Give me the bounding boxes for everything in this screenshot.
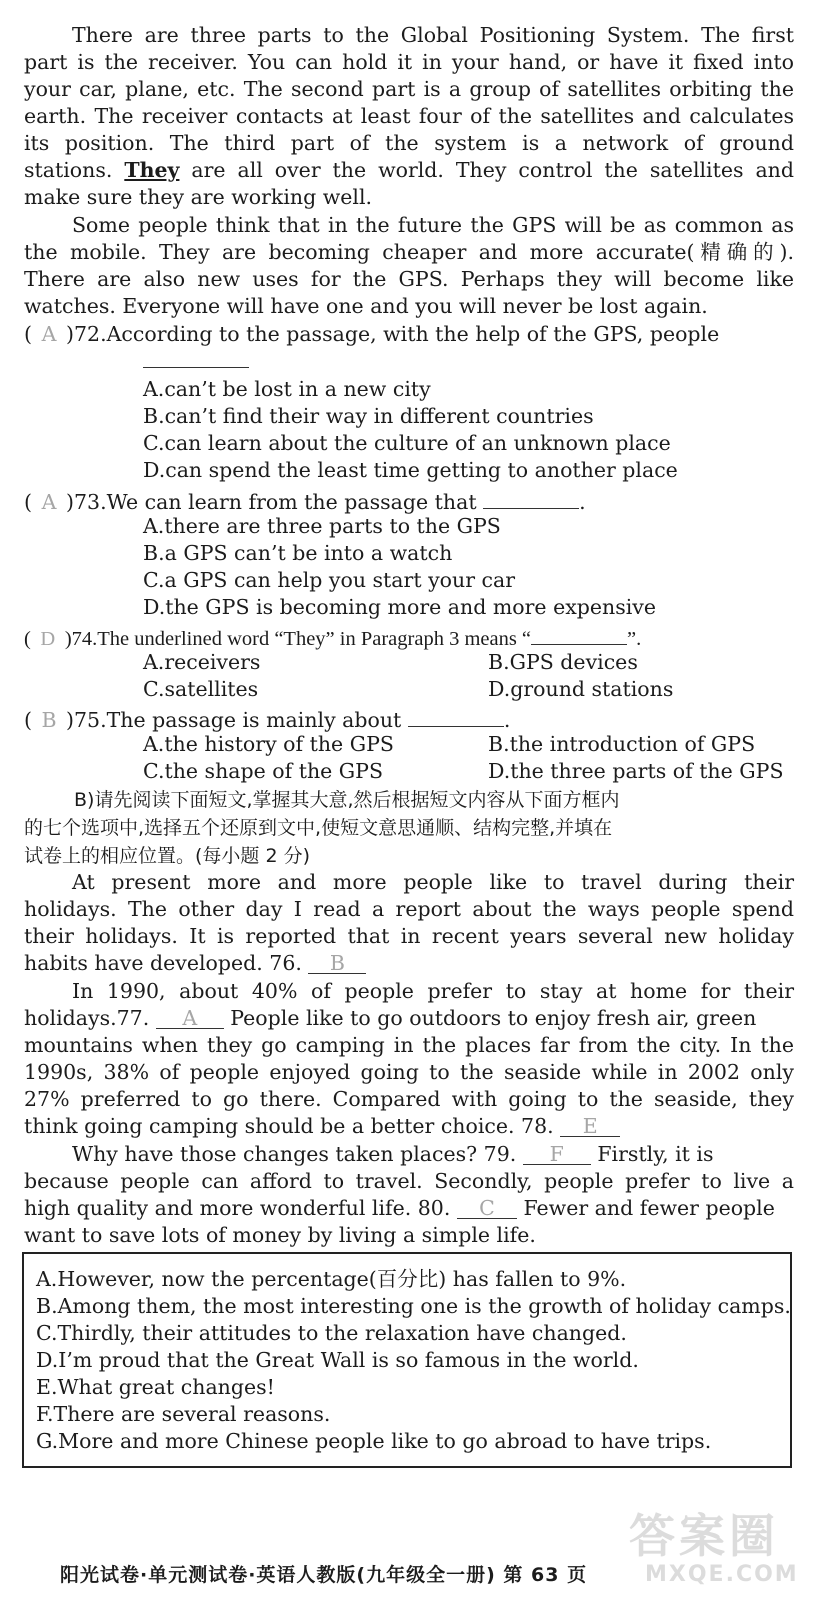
answer-mark: A <box>41 490 57 514</box>
answer-blank <box>408 704 504 727</box>
blank-76: B <box>308 951 366 974</box>
option: B.GPS devices <box>488 650 638 674</box>
passage-line: holidays. The other day I read a report about the ways people spend <box>24 897 794 921</box>
options-box <box>22 1252 792 1468</box>
answer-blank <box>143 367 249 368</box>
answer-mark: B <box>41 708 57 732</box>
box-option: F.There are several reasons. <box>36 1402 331 1426</box>
box-option: D.I’m proud that the Great Wall is so famous in the world. <box>36 1348 639 1372</box>
question-stem: )74.The underlined word “They” in Paragraph 3 means “ <box>64 628 532 650</box>
passage-text: think going camping should be a better choice. 78. <box>24 1114 554 1138</box>
answer-blank <box>483 486 579 509</box>
option: C.the shape of the GPS <box>143 759 384 783</box>
passage-line: make sure they are working well. <box>24 185 373 209</box>
option: A.can’t be lost in a new city <box>143 377 431 401</box>
passage-line: part is the receiver. You can hold it in your hand, or have it fixed into <box>24 50 794 74</box>
box-option: B.Among them, the most interesting one is the growth of holiday camps. <box>36 1294 791 1318</box>
passage-line <box>24 950 366 977</box>
section-b-instructions: 试卷上的相应位置。(每小题 2 分) <box>24 845 310 867</box>
watermark-logo <box>599 1496 809 1596</box>
section-b-instructions: B)请先阅读下面短文,掌握其大意,然后根据短文内容从下面方框内 <box>74 789 620 811</box>
passage-line: 1990s, 38% of people enjoyed going to the seaside while in 2002 only <box>24 1060 794 1084</box>
passage-text: stations. <box>24 158 113 182</box>
passage-text: People like to go outdoors to enjoy fresh air, green <box>230 1006 757 1030</box>
passage-text: high quality and more wonderful life. 80. <box>24 1196 451 1220</box>
watermark-url: MXQE.COM <box>645 1562 799 1587</box>
option: C.can learn about the culture of an unknown place <box>143 431 671 455</box>
passage-line: At present more and more people like to travel during their <box>72 870 794 894</box>
blank-80: C <box>457 1196 517 1219</box>
option: A.receivers <box>143 650 261 674</box>
passage-line <box>24 1113 620 1140</box>
box-option: G.More and more Chinese people like to go abroad to have trips. <box>36 1429 712 1453</box>
question-75: ( B )75.The passage is mainly about . <box>24 704 510 734</box>
passage-line: your car, plane, etc. The second part is a group of satellites orbiting the <box>24 77 794 101</box>
question-stem: )72.According to the passage, with the help of the GPS, people <box>66 322 720 346</box>
blank-78: E <box>560 1114 620 1137</box>
option: B.can’t find their way in different countries <box>143 404 594 428</box>
underlined-word: They <box>124 158 180 182</box>
passage-line: 27% preferred to go there. Compared with going to the seaside, they <box>24 1087 794 1111</box>
option: D.ground stations <box>488 677 674 701</box>
passage-line <box>72 1141 714 1168</box>
passage-line: because people can afford to travel. Secondly, people prefer to live a <box>24 1169 794 1193</box>
box-option: A.However, now the percentage(百分比) has fallen to 9%. <box>36 1267 627 1291</box>
passage-line <box>24 1005 756 1032</box>
option: A.the history of the GPS <box>143 732 394 756</box>
page-footer: 阳光试卷·单元测试卷·英语人教版(九年级全一册) 第 63 页 <box>60 1564 588 1586</box>
option: C.a GPS can help you start your car <box>143 568 516 592</box>
option: B.a GPS can’t be into a watch <box>143 541 453 565</box>
question-73: ( A )73.We can learn from the passage that . <box>24 486 586 516</box>
passage-line: mountains when they go camping in the places far from the city. In the <box>24 1033 794 1057</box>
passage-line: watches. Everyone will have one and you will never be lost again. <box>24 294 708 318</box>
passage-line: earth. The receiver contacts at least four of the satellites and calculates <box>24 104 794 128</box>
passage-line: their holidays. It is reported that in recent years several new holiday <box>24 924 794 948</box>
question-72: ( A )72.According to the passage, with the help of the GPS, people <box>24 322 720 346</box>
passage-text: Why have those changes taken places? 79. <box>72 1142 517 1166</box>
passage-line: its position. The third part of the system is a network of ground <box>24 131 794 155</box>
passage-text: habits have developed. 76. <box>24 951 302 975</box>
box-option: C.Thirdly, their attitudes to the relaxation have changed. <box>36 1321 627 1345</box>
option: D.the three parts of the GPS <box>488 759 784 783</box>
box-option: E.What great changes! <box>36 1375 275 1399</box>
passage-line: the mobile. They are becoming cheaper and more accurate(精确的). <box>24 240 794 264</box>
question-stem-end: ”. <box>627 628 642 650</box>
blank-77: A <box>156 1006 224 1029</box>
answer-mark: D <box>40 628 56 650</box>
passage-text: are all over the world. They control the satellites and <box>191 158 794 182</box>
answer-mark: A <box>41 322 57 346</box>
option: C.satellites <box>143 677 259 701</box>
passage-line <box>24 157 794 184</box>
watermark-text: 答案圈 <box>629 1509 779 1563</box>
option: D.can spend the least time getting to another place <box>143 458 678 482</box>
passage-text: Fewer and fewer people <box>523 1196 775 1220</box>
passage-text: Firstly, it is <box>597 1142 714 1166</box>
answer-blank <box>531 622 627 645</box>
passage-line: want to save lots of money by living a simple life. <box>24 1223 536 1247</box>
section-b-instructions: 的七个选项中,选择五个还原到文中,使短文意思通顺、结构完整,并填在 <box>24 817 613 839</box>
question-stem: )75.The passage is mainly about <box>66 708 402 732</box>
passage-line <box>24 1195 775 1222</box>
passage-line: Some people think that in the future the GPS will be as common as <box>72 213 794 237</box>
blank-79: F <box>523 1142 591 1165</box>
passage-line: There are also new uses for the GPS. Perhaps they will become like <box>24 267 794 291</box>
question-stem: )73.We can learn from the passage that <box>66 490 477 514</box>
option: A.there are three parts to the GPS <box>143 514 501 538</box>
passage-line: In 1990, about 40% of people prefer to stay at home for their <box>72 979 794 1003</box>
passage-text: holidays.77. <box>24 1006 150 1030</box>
option: D.the GPS is becoming more and more expensive <box>143 595 657 619</box>
option: B.the introduction of GPS <box>488 732 756 756</box>
passage-line: There are three parts to the Global Positioning System. The first <box>72 23 794 47</box>
question-74: ( D )74.The underlined word “They” in Paragraph 3 means “ ”. <box>24 622 641 653</box>
